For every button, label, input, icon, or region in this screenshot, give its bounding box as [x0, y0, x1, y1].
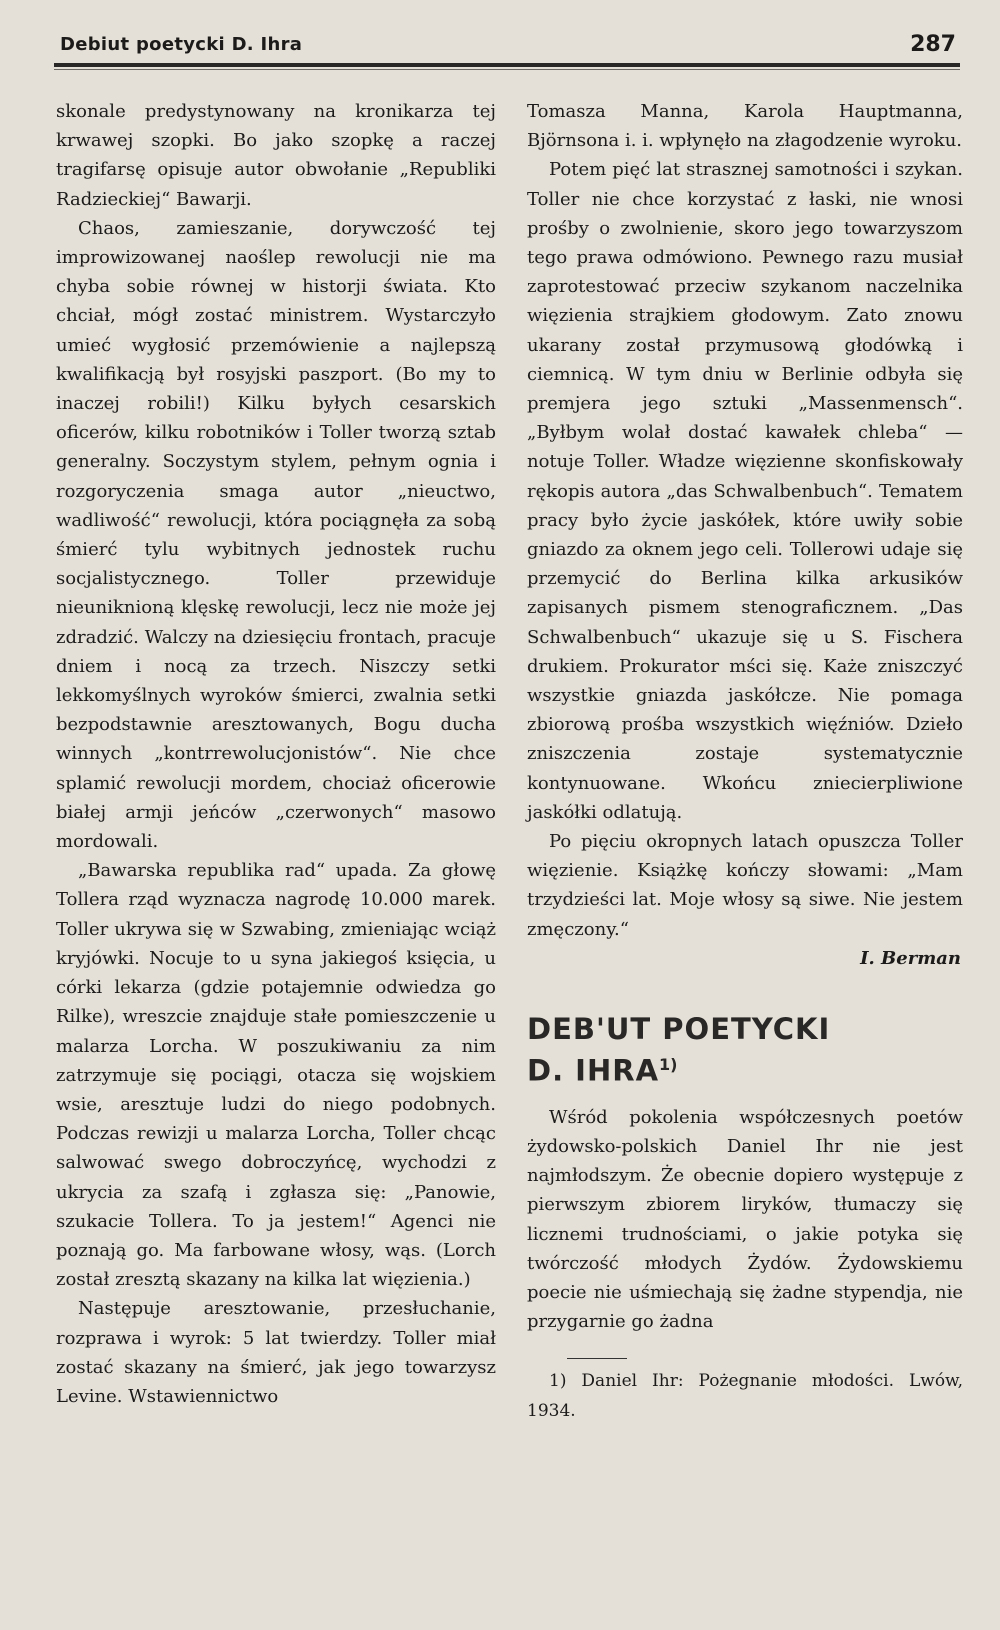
article-title-line-2: D. IHRA: [527, 1053, 660, 1088]
right-column: [527, 97, 963, 1426]
footnote-rule: [567, 1358, 627, 1359]
running-head-title: Debiut poetycki D. Ihra: [60, 34, 303, 55]
paragraph: skonale predystynowany na kronikarza tej krwawej szopki. Bo jako szopkę a raczej tragifarsę opisuje autor obwołanie „Republiki Radzieckiej“ Bawarji.: [56, 101, 496, 210]
paragraph: Następuje aresztowanie, przesłuchanie, rozprawa i wyrok: 5 lat twierdzy. Toller miał zostać skazany na śmierć, jak jego towarzysz Levine. Wstawiennictwo: [56, 1298, 496, 1407]
article-paragraph: Wśród pokolenia współczesnych poetów żydowsko-polskich Daniel Ihr nie jest najmłodszym. Że obecnie dopiero występuje z pierwszym zbiorem liryków, tłumaczy się licznemi trudnościami, o jakie potyka się twórczość młodych Żydów. Żydowskiemu poecie nie uśmiechają się żadne stypendja, nie przygarnie go żadna: [527, 1106, 963, 1333]
header-rule-thin: [54, 69, 960, 70]
left-column: [56, 97, 496, 1411]
paragraph: Tomasza Manna, Karola Hauptmanna, Björnsona i. i. wpłynęło na złagodzenie wyroku.: [527, 101, 963, 152]
author-signature: I. Berman: [860, 947, 961, 969]
header-rule: [54, 63, 960, 67]
paragraph: Potem pięć lat strasznej samotności i szykan. Toller nie chce korzystać z łaski, nie wnosi prośby o zwolnienie, skoro jego towarzyszom tego prawa odmówiono. Pewnego razu musiał zaprotestować przeciw szykanom naczelnika więzienia strajkiem głodowym. Zato znowu ukarany został przymusową głodówką i ciemnicą. W tym dniu w Berlinie odbyła się premjera jego sztuki „Massenmensch“. „Byłbym wolał dostać kawałek chleba“ — notuje Toller. Władze więzienne skonfiskowały rękopis autora „das Schwalbenbuch“. Tematem pracy było życie jaskółek, które uwiły sobie gniazdo za oknem jego celi. Tollerowi udaje się przemycić do Berlina kilka arkusików zapisanych pismem stenograficznem. „Das Schwalbenbuch“ ukazuje się u S. Fischera drukiem. Prokurator mści się. Każe zniszczyć wszystkie gniazda jaskółcze. Nie pomaga zbiorową prośba wszystkich więźniów. Dzieło zniszczenia zostaje systematycznie kontynuowane. Wkońcu zniecierpliwione jaskółki odlatują.: [527, 159, 963, 823]
paragraph: „Bawarska republika rad“ upada. Za głowę Tollera rząd wyznacza nagrodę 10.000 marek. Toller ukrywa się w Szwabing, zmieniając wciąż kryjówki. Nocuje to u syna jakiegoś księcia, u córki lekarza (gdzie potajemnie odwiedza go Rilke), wreszcie znajduje stałe pomieszczenie u malarza Lorcha. W poszukiwaniu za nim zatrzymuje się pociągi, otacza się wojskiem wsie, aresztuje ludzi do niego podobnych. Podczas rewizji u malarza Lorcha, Toller chcąc salwować swego dobroczyńcę, wychodzi z ukrycia za szafą i zgłasza się: „Panowie, szukacie Tollera. To ja jestem!“ Agenci nie poznają go. Ma farbowane włosy, wąs. (Lorch został zresztą skazany na kilka lat więzienia.): [56, 860, 496, 1291]
page-number: 287: [910, 32, 956, 57]
footnote-mark: 1): [659, 1055, 678, 1075]
paragraph: Chaos, zamieszanie, dorywczość tej improwizowanej naoślep rewolucji nie ma chyba sobie równej w historji świata. Kto chciał, mógł zostać ministrem. Wystarczyło umieć wygłosić przemówienie a najlepszą kwalifikacją był rosyjski paszport. (Bo my to inaczej robili!) Kilku byłych cesarskich oficerów, kilku robotników i Toller tworzą sztab generalny. Soczystym stylem, pełnym ognia i rozgoryczenia smaga autor „nieuctwo, wadliwość“ rewolucji, która pociągnęła za sobą śmierć tylu wybitnych jednostek ruchu socjalistycznego. Toller przewiduje nieuniknioną klęskę rewolucji, lecz nie może jej zdradzić. Walczy na dziesięciu frontach, pracuje dniem i nocą za trzech. Niszczy setki lekkomyślnych wyroków śmierci, zwalnia setki bezpodstawnie aresztowanych, Bogu ducha winnych „kontrrewolucjonistów“. Nie chce splamić rewolucji mordem, chociaż oficerowie białej armji jeńców „czerwonych“ masowo mordowali.: [56, 217, 496, 853]
article-title: [527, 1011, 963, 1089]
paragraph: Po pięciu okropnych latach opuszcza Toller więzienie. Książkę kończy słowami: „Mam trzydzieści lat. Moje włosy są siwe. Nie jestem zmęczony.“: [527, 831, 963, 940]
footnote: 1) Daniel Ihr: Pożegnanie młodości. Lwów, 1934.: [527, 1371, 963, 1421]
running-head: [60, 30, 960, 66]
article-title-line-1: DEB'UT POETYCKI: [527, 1012, 831, 1047]
